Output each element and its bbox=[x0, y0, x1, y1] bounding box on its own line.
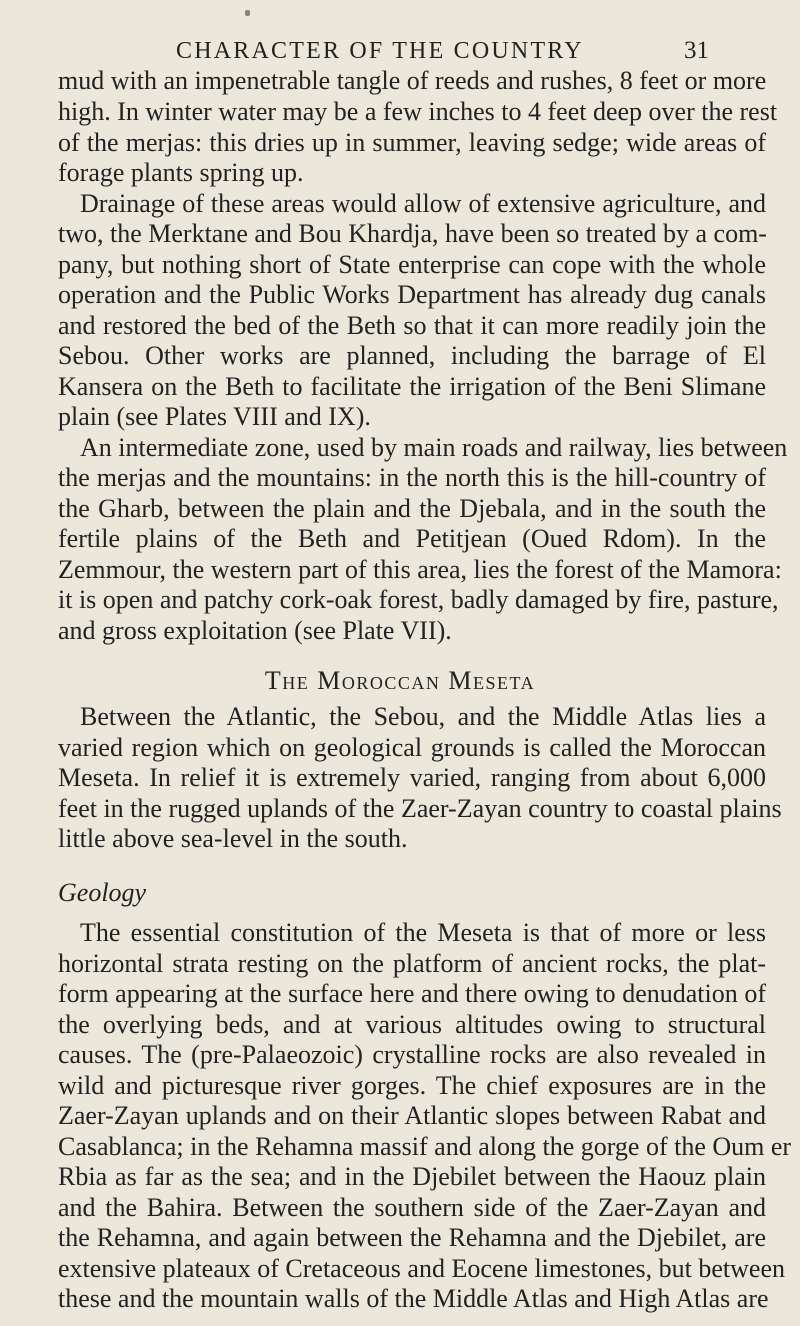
text-line: Zemmour, the western part of this area, lies the forest of the Mamora: bbox=[58, 555, 782, 584]
text-line: operation and the Public Works Department has already dug canals bbox=[58, 280, 766, 309]
text-line: the Gharb, between the plain and the Djebala, and in the south the bbox=[58, 494, 766, 523]
text-line: Drainage of these areas would allow of extensive agriculture, and bbox=[80, 189, 766, 218]
text-line: Meseta. In relief it is extremely varied, ranging from about 6,000 bbox=[58, 763, 766, 792]
text-line: and the Bahira. Between the southern side of the Zaer-Zayan and bbox=[58, 1193, 766, 1222]
running-title: CHARACTER OF THE COUNTRY bbox=[176, 38, 584, 64]
text-line: and gross exploitation (see Plate VII). bbox=[58, 616, 452, 645]
text-line: Kansera on the Beth to facilitate the irrigation of the Beni Slimane bbox=[58, 372, 766, 401]
text-line: fertile plains of the Beth and Petitjean (Oued Rdom). In the bbox=[58, 524, 766, 553]
section-heading: The Moroccan Meseta bbox=[264, 666, 536, 695]
text-line: the Rehamna, and again between the Rehamna and the Djebilet, are bbox=[58, 1223, 766, 1252]
subsection-heading: Geology bbox=[58, 878, 147, 907]
text-line: the merjas and the mountains: in the north this is the hill-country of bbox=[58, 463, 766, 492]
text-line: of the merjas: this dries up in summer, leaving sedge; wide areas of bbox=[58, 128, 766, 157]
text-line: little above sea-level in the south. bbox=[58, 824, 408, 853]
text-line: the overlying beds, and at various altitudes owing to structural bbox=[58, 1010, 766, 1039]
text-line: forage plants spring up. bbox=[58, 158, 304, 187]
page-number: 31 bbox=[684, 37, 709, 64]
text-line: An intermediate zone, used by main roads and railway, lies between bbox=[80, 433, 788, 462]
text-line: these and the mountain walls of the Middle Atlas and High Atlas are bbox=[58, 1284, 769, 1313]
text-line: high. In winter water may be a few inches to 4 feet deep over the rest bbox=[58, 97, 778, 126]
text-line: The essential constitution of the Meseta is that of more or less bbox=[80, 918, 766, 947]
text-line: it is open and patchy cork-oak forest, badly damaged by fire, pasture, bbox=[58, 585, 779, 614]
text-line: Casablanca; in the Rehamna massif and along the gorge of the Oum er bbox=[58, 1132, 792, 1161]
text-line: causes. The (pre-Palaeozoic) crystalline rocks are also revealed in bbox=[58, 1040, 766, 1069]
text-line: Zaer-Zayan uplands and on their Atlantic slopes between Rabat and bbox=[58, 1101, 766, 1130]
text-line: and restored the bed of the Beth so that it can more readily join the bbox=[58, 311, 766, 340]
text-line: wild and picturesque river gorges. The chief exposures are in the bbox=[58, 1071, 766, 1100]
text-line: two, the Merktane and Bou Khardja, have been so treated by a com- bbox=[58, 219, 767, 248]
text-line: Sebou. Other works are planned, including the barrage of El bbox=[58, 341, 766, 370]
text-line: feet in the rugged uplands of the Zaer-Zayan country to coastal plains bbox=[58, 794, 782, 823]
text-line: plain (see Plates VIII and IX). bbox=[58, 402, 371, 431]
ink-speck bbox=[245, 10, 250, 16]
text-line: Between the Atlantic, the Sebou, and the Middle Atlas lies a bbox=[80, 702, 766, 731]
text-line: pany, but nothing short of State enterprise can cope with the whole bbox=[58, 250, 766, 279]
text-line: extensive plateaux of Cretaceous and Eocene limestones, but between bbox=[58, 1254, 786, 1283]
text-line: form appearing at the surface here and there owing to denudation of bbox=[58, 979, 766, 1008]
text-line: mud with an impenetrable tangle of reeds and rushes, 8 feet or more bbox=[58, 66, 767, 95]
text-line: varied region which on geological grounds is called the Moroccan bbox=[58, 733, 766, 762]
text-line: Rbia as far as the sea; and in the Djebilet between the Haouz plain bbox=[58, 1162, 766, 1191]
text-line: horizontal strata resting on the platform of ancient rocks, the plat- bbox=[58, 949, 766, 978]
